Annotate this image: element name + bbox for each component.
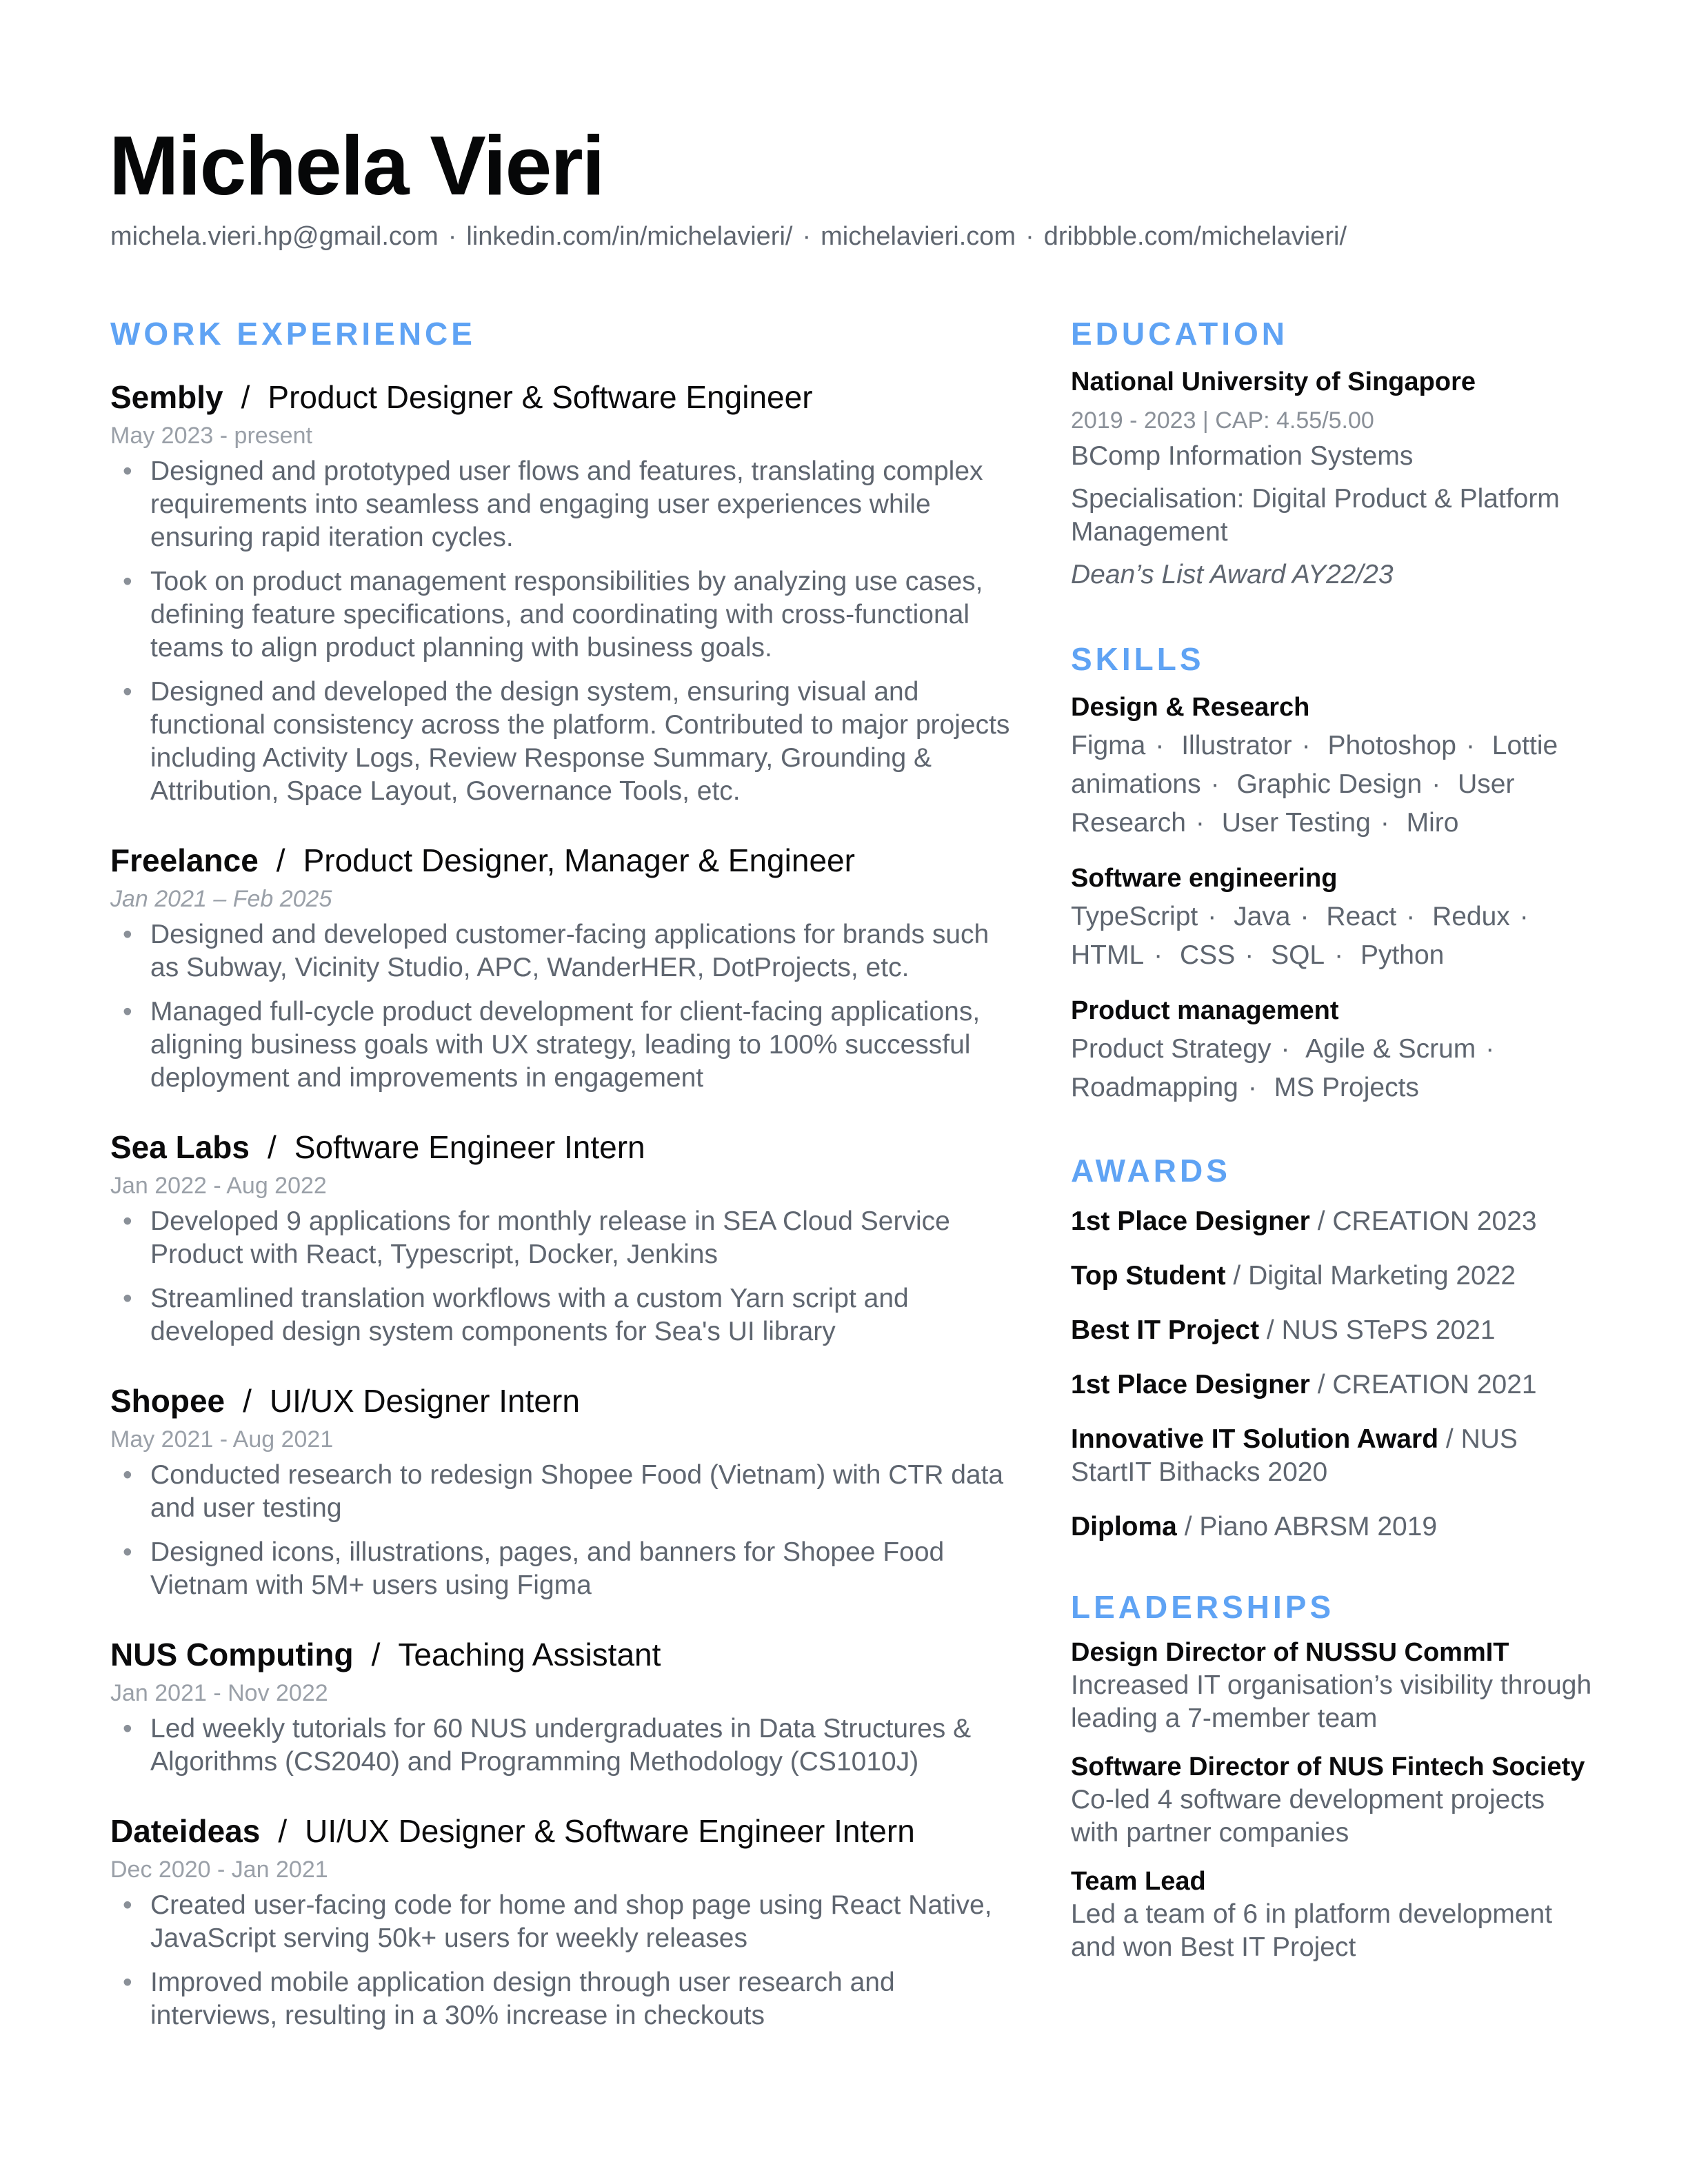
bullet-item: • Designed and developed the design system, ensuring visual and functional consistency across the platform. Contributed to major projects including Activity Logs, Review Response Summary, Grounding & Attribution, Space Layout, Governance Tools, etc. [150, 676, 1021, 808]
skill-item: MS Projects [1274, 1073, 1419, 1102]
skill-item: Figma [1071, 731, 1146, 760]
separator-dot: · [1519, 902, 1529, 931]
award-item [1071, 1368, 1595, 1402]
company-name: Sembly [110, 379, 223, 415]
skill-group-name: Design & Research [1071, 693, 1310, 722]
skill-item: CSS [1180, 940, 1236, 970]
job-header [110, 1810, 1021, 1852]
separator-dot: · [1025, 222, 1034, 251]
job-header [110, 1126, 1021, 1168]
right-column [1071, 314, 1595, 1979]
award-detail: NUS StartIT Bithacks 2020 [1071, 1424, 1518, 1487]
skill-item: User Research [1071, 769, 1515, 838]
separator-dot: · [1485, 1034, 1495, 1064]
skill-group [1071, 991, 1595, 1107]
separator-dot: · [1431, 769, 1441, 799]
awards-list [1071, 1205, 1595, 1544]
degree: BComp Information Systems [1071, 441, 1414, 471]
education-heading: EDUCATION [1071, 316, 1289, 352]
awards-heading: AWARDS [1071, 1153, 1231, 1189]
award-name: 1st Place Designer [1071, 1370, 1310, 1399]
job-date: Dec 2020 - Jan 2021 [110, 1857, 328, 1883]
skill-group-name: Product management [1071, 996, 1339, 1025]
job-entry [110, 1634, 1021, 1779]
contact-link[interactable]: linkedin.com/in/michelavieri/ [466, 222, 793, 251]
separator-dot: · [1210, 769, 1220, 799]
separator-dot: · [1334, 940, 1344, 970]
slash-separator: / [1309, 1206, 1333, 1236]
slash-separator: / [243, 1383, 252, 1419]
skill-item: Photoshop [1327, 731, 1456, 760]
leadership-role: Team Lead [1071, 1867, 1206, 1896]
job-entry [110, 376, 1021, 808]
bullet-list [110, 1712, 1021, 1779]
slash-separator: / [1259, 1315, 1282, 1345]
bullet-item: • Took on product management responsibilities by analyzing use cases, defining feature specifications, and coordinating with cross-functional teams to align product planning with business goals. [150, 565, 1021, 665]
bullet-item: • Created user-facing code for home and shop page using React Native, JavaScript serving 50k+ users for weekly releases [150, 1889, 1021, 1955]
leadership-role: Software Director of NUS Fintech Society [1071, 1752, 1585, 1781]
separator-dot: · [1245, 940, 1254, 970]
skill-item: Illustrator [1181, 731, 1292, 760]
award-name: Innovative IT Solution Award [1071, 1424, 1439, 1454]
company-name: NUS Computing [110, 1637, 354, 1672]
contact-link[interactable]: michela.vieri.hp@gmail.com [110, 222, 439, 251]
slash-separator: / [241, 379, 250, 415]
job-list [110, 376, 1021, 2032]
slash-separator: / [1438, 1424, 1461, 1454]
left-column [110, 314, 1021, 2064]
job-entry [110, 840, 1021, 1095]
skill-item: Graphic Design [1236, 769, 1423, 799]
job-date: May 2021 - Aug 2021 [110, 1426, 334, 1453]
separator-dot: · [1465, 731, 1475, 760]
slash-separator: / [278, 1813, 288, 1849]
job-date: Jan 2021 – Feb 2025 [110, 886, 332, 912]
bullet-item: • Designed and prototyped user flows and features, translating complex requirements into seamless and engaging user experiences while ensuring rapid iteration cycles. [150, 455, 1021, 554]
job-role: UI/UX Designer Intern [269, 1383, 580, 1419]
separator-dot: · [1155, 731, 1165, 760]
separator-dot: · [1380, 808, 1389, 838]
deans-list-award: Dean’s List Award AY22/23 [1071, 560, 1394, 589]
award-name: Diploma [1071, 1512, 1177, 1541]
bullet-list [110, 1205, 1021, 1348]
separator-dot: · [1300, 902, 1309, 931]
skill-item: React [1326, 902, 1397, 931]
separator-dot: · [1406, 902, 1416, 931]
award-name: 1st Place Designer [1071, 1206, 1310, 1236]
award-name: Best IT Project [1071, 1315, 1260, 1345]
job-date: May 2023 - present [110, 423, 312, 449]
slash-separator: / [276, 842, 285, 878]
company-name: Dateideas [110, 1813, 261, 1849]
skill-item: Product Strategy [1071, 1034, 1272, 1064]
job-role: UI/UX Designer & Software Engineer Intern [305, 1813, 915, 1849]
company-name: Sea Labs [110, 1129, 250, 1165]
separator-dot: · [1154, 940, 1163, 970]
award-detail: CREATION 2021 [1332, 1370, 1537, 1399]
contact-link[interactable]: dribbble.com/michelavieri/ [1043, 222, 1347, 251]
skill-item: User Testing [1221, 808, 1371, 838]
bullet-list [110, 1459, 1021, 1602]
award-item [1071, 1205, 1595, 1238]
job-entry [110, 1380, 1021, 1602]
job-entry [110, 1126, 1021, 1348]
skill-group-name: Software engineering [1071, 864, 1338, 893]
leaderships-list [1071, 1636, 1595, 1964]
separator-dot: · [1195, 808, 1205, 838]
separator-dot: · [448, 222, 457, 251]
bullet-item: • Improved mobile application design through user research and interviews, resulting in a 30% increase in checkouts [150, 1966, 1021, 2032]
slash-separator: / [1176, 1512, 1200, 1541]
bullet-list [110, 1889, 1021, 2032]
job-entry [110, 1810, 1021, 2032]
skill-item: Java [1234, 902, 1291, 931]
separator-dot: · [1207, 902, 1217, 931]
award-item [1071, 1260, 1595, 1293]
job-role: Software Engineer Intern [294, 1129, 645, 1165]
bullet-list [110, 918, 1021, 1095]
slash-separator: / [268, 1129, 277, 1165]
contact-link[interactable]: michelavieri.com [821, 222, 1016, 251]
bullet-item: • Conducted research to redesign Shopee Food (Vietnam) with CTR data and user testing [150, 1459, 1021, 1525]
work-experience-heading: WORK EXPERIENCE [110, 316, 476, 352]
leadership-detail: Led a team of 6 in platform development and won Best IT Project [1071, 1899, 1553, 1962]
skill-item: HTML [1071, 940, 1145, 970]
job-header [110, 840, 1021, 881]
bullet-item: • Designed and developed customer-facing applications for brands such as Subway, Vicinity Studio, APC, WanderHER, DotProjects, etc. [150, 918, 1021, 984]
company-name: Shopee [110, 1383, 225, 1419]
leadership-detail: Co-led 4 software development projects with partner companies [1071, 1785, 1545, 1848]
skill-item: Roadmapping [1071, 1073, 1238, 1102]
separator-dot: · [1280, 1034, 1290, 1064]
skill-item: Miro [1406, 808, 1459, 838]
bullet-item: • Designed icons, illustrations, pages, and banners for Shopee Food Vietnam with 5M+ users using Figma [150, 1536, 1021, 1602]
skill-group [1071, 688, 1595, 842]
skills-heading: SKILLS [1071, 641, 1205, 677]
award-detail: Digital Marketing 2022 [1248, 1261, 1516, 1291]
separator-dot: · [1247, 1073, 1257, 1102]
award-detail: NUS STePS 2021 [1281, 1315, 1496, 1345]
company-name: Freelance [110, 842, 259, 878]
award-name: Top Student [1071, 1261, 1226, 1291]
job-date: Jan 2022 - Aug 2022 [110, 1173, 327, 1199]
school-name: National University of Singapore [1071, 367, 1476, 396]
job-date: Jan 2021 - Nov 2022 [110, 1680, 328, 1706]
skill-item: TypeScript [1071, 902, 1198, 931]
slash-separator: / [371, 1637, 381, 1672]
separator-dot: · [802, 222, 812, 251]
job-header [110, 1634, 1021, 1675]
separator-dot: · [1301, 731, 1311, 760]
job-header [110, 1380, 1021, 1422]
skills-list [1071, 688, 1595, 1107]
skill-items [1071, 898, 1595, 975]
leaderships-heading: LEADERSHIPS [1071, 1589, 1335, 1625]
skill-items [1071, 727, 1595, 842]
slash-separator: / [1309, 1370, 1333, 1399]
skill-item: Agile & Scrum [1305, 1034, 1476, 1064]
skill-item: Python [1360, 940, 1445, 970]
leadership-item [1071, 1636, 1595, 1735]
contact-line [110, 222, 1347, 252]
award-detail: Piano ABRSM 2019 [1199, 1512, 1438, 1541]
leadership-item [1071, 1750, 1595, 1850]
bullet-list [110, 455, 1021, 808]
slash-separator: / [1225, 1261, 1249, 1291]
award-item [1071, 1510, 1595, 1544]
job-header [110, 376, 1021, 418]
bullet-item: • Managed full-cycle product development for client-facing applications, aligning business goals with UX strategy, leading to 100% successful deployment and improvements in engagement [150, 995, 1021, 1095]
award-item [1071, 1423, 1595, 1489]
award-detail: CREATION 2023 [1332, 1206, 1537, 1236]
award-item [1071, 1314, 1595, 1347]
bullet-item: • Streamlined translation workflows with a custom Yarn script and developed design system components for Sea's UI library [150, 1282, 1021, 1348]
job-role: Teaching Assistant [398, 1637, 661, 1672]
skill-item: SQL [1271, 940, 1325, 970]
specialisation: Specialisation: Digital Product & Platform Management [1071, 484, 1560, 547]
leadership-detail: Increased IT organisation’s visibility through leading a 7-member team [1071, 1670, 1592, 1733]
leadership-role: Design Director of NUSSU CommIT [1071, 1638, 1509, 1667]
job-role: Product Designer, Manager & Engineer [303, 842, 855, 878]
candidate-name: Michela Vieri [109, 119, 604, 212]
skill-item: Lottie animations [1071, 731, 1558, 799]
bullet-item: • Led weekly tutorials for 60 NUS undergraduates in Data Structures & Algorithms (CS2040) and Programming Methodology (CS1010J) [150, 1712, 1021, 1779]
leadership-item [1071, 1865, 1595, 1964]
skill-item: Redux [1432, 902, 1510, 931]
skill-items [1071, 1030, 1595, 1107]
bullet-item: • Developed 9 applications for monthly release in SEA Cloud Service Product with React, Typescript, Docker, Jenkins [150, 1205, 1021, 1271]
job-role: Product Designer & Software Engineer [268, 379, 813, 415]
skill-group [1071, 859, 1595, 975]
education-date: 2019 - 2023 | CAP: 4.55/5.00 [1071, 407, 1374, 434]
